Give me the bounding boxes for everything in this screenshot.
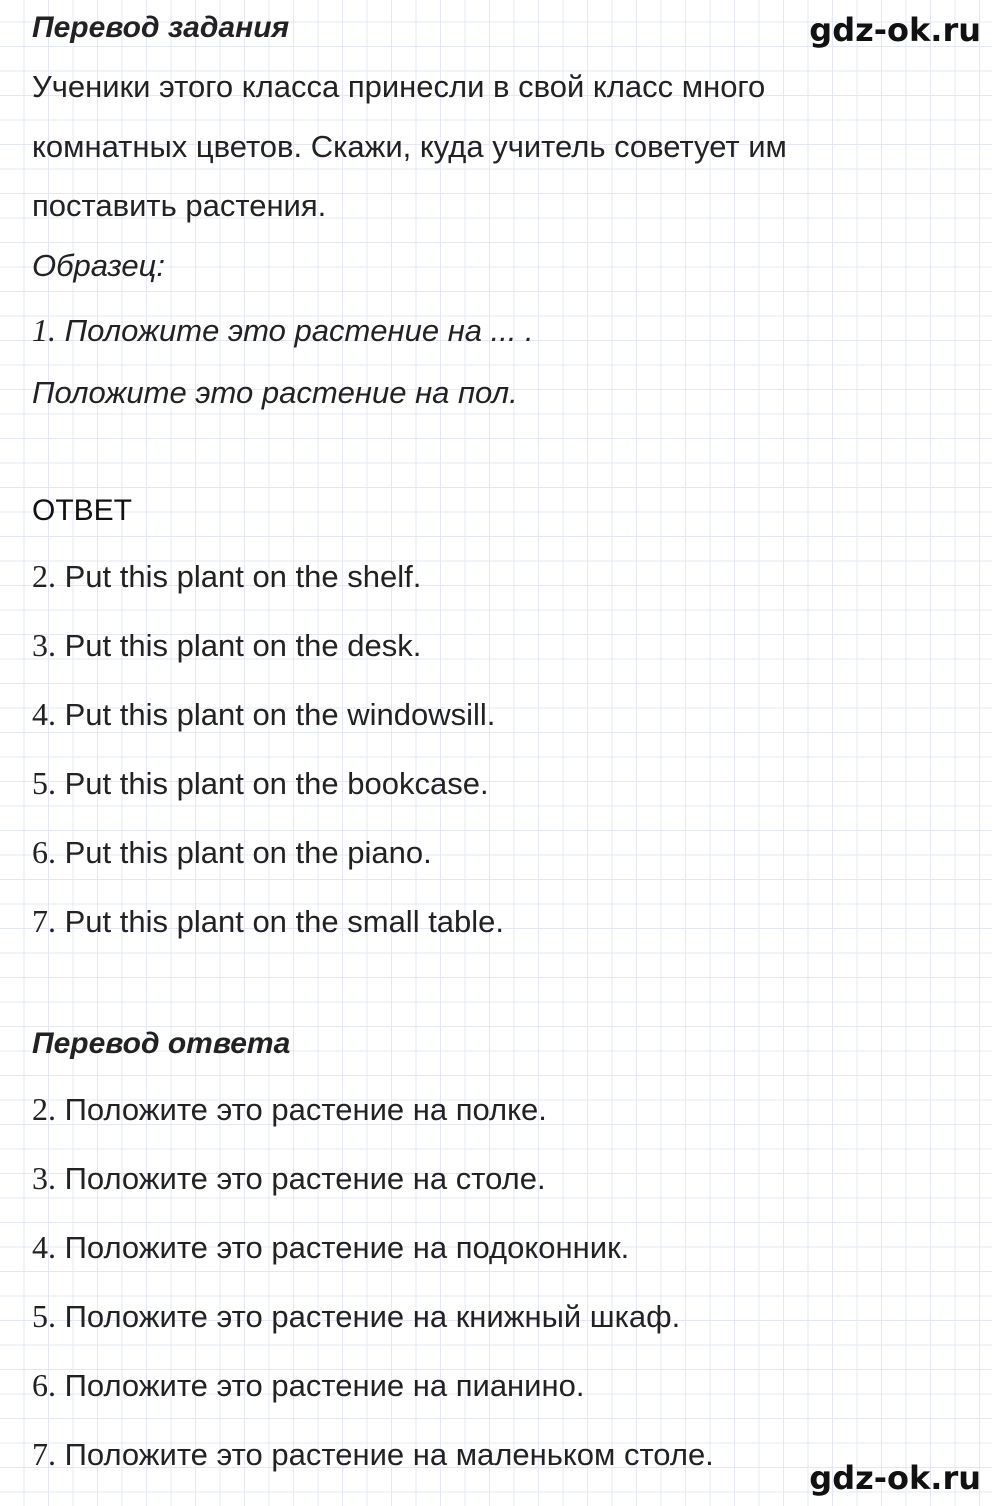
item-text: Положите это растение на подоконник. bbox=[56, 1230, 630, 1265]
task-text-line: поставить растения. bbox=[32, 188, 327, 223]
translation-item bbox=[32, 1434, 714, 1475]
item-number: 5. bbox=[32, 765, 56, 801]
item-text: Положите это растение на пианино. bbox=[56, 1368, 585, 1403]
item-number: 7. bbox=[32, 903, 56, 939]
translation-item bbox=[32, 1089, 547, 1130]
item-text: Put this plant on the desk. bbox=[56, 628, 422, 663]
item-number: 2. bbox=[32, 1091, 56, 1127]
translation-item bbox=[32, 1365, 584, 1406]
answer-translation-heading: Перевод ответа bbox=[32, 1027, 291, 1060]
task-translation-heading: Перевод задания bbox=[32, 11, 290, 44]
answer-item bbox=[32, 763, 489, 804]
item-number: 6. bbox=[32, 834, 56, 870]
item-text: Положите это растение на ... . bbox=[56, 313, 534, 348]
item-number: 3. bbox=[32, 1160, 56, 1196]
translation-item bbox=[32, 1158, 546, 1199]
sample-line: Положите это растение на пол. bbox=[32, 375, 518, 410]
item-text: Put this plant on the shelf. bbox=[56, 559, 422, 594]
watermark-bottom: gdz-ok.ru bbox=[809, 1459, 981, 1497]
item-text: Put this plant on the small table. bbox=[56, 904, 505, 939]
item-number: 4. bbox=[32, 696, 56, 732]
answer-item bbox=[32, 556, 421, 597]
item-number: 5. bbox=[32, 1298, 56, 1334]
answer-heading: ОТВЕТ bbox=[32, 494, 133, 527]
item-text: Положите это растение на столе. bbox=[56, 1161, 546, 1196]
item-number: 7. bbox=[32, 1436, 56, 1472]
answer-item bbox=[32, 694, 495, 735]
item-number: 2. bbox=[32, 558, 56, 594]
item-text: Положите это растение на полке. bbox=[56, 1092, 547, 1127]
item-text: Положите это растение на маленьком столе. bbox=[56, 1437, 714, 1472]
answer-item bbox=[32, 832, 432, 873]
watermark-top: gdz-ok.ru bbox=[809, 11, 981, 49]
translation-item bbox=[32, 1296, 680, 1337]
task-text-line: Ученики этого класса принесли в свой класс много bbox=[32, 69, 766, 104]
item-number: 1. bbox=[32, 312, 56, 348]
sample-line bbox=[32, 310, 534, 351]
item-number: 3. bbox=[32, 627, 56, 663]
translation-item bbox=[32, 1227, 629, 1268]
answer-item bbox=[32, 901, 504, 942]
sample-label: Образец: bbox=[32, 248, 165, 283]
answer-item bbox=[32, 625, 421, 666]
item-text: Положите это растение на книжный шкаф. bbox=[56, 1299, 681, 1334]
item-number: 4. bbox=[32, 1229, 56, 1265]
item-text: Put this plant on the windowsill. bbox=[56, 697, 496, 732]
item-number: 6. bbox=[32, 1367, 56, 1403]
item-text: Put this plant on the bookcase. bbox=[56, 766, 489, 801]
task-text-line: комнатных цветов. Скажи, куда учитель советует им bbox=[32, 129, 787, 164]
item-text: Put this plant on the piano. bbox=[56, 835, 432, 870]
